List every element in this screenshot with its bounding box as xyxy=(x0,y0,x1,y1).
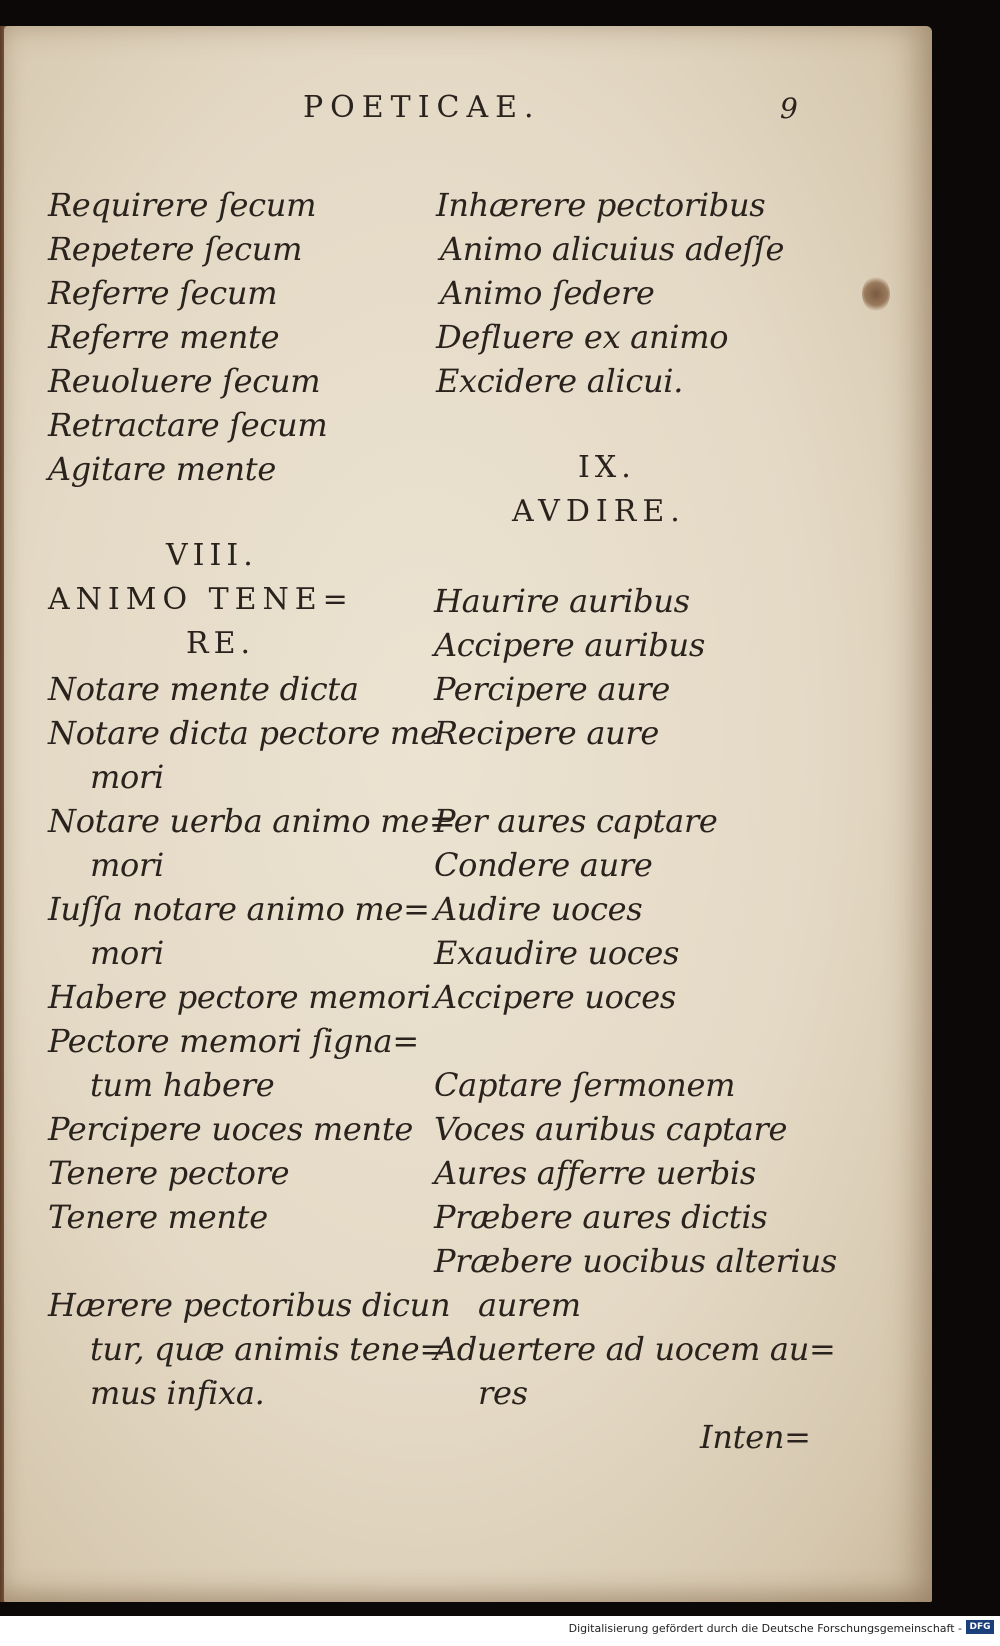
section-number: IX. xyxy=(578,450,636,485)
left-line: Repetere ſecum xyxy=(48,230,303,268)
right-line: Condere aure xyxy=(434,846,653,884)
right-line: Voces auribus captare xyxy=(434,1110,788,1148)
right-line: Exaudire uoces xyxy=(434,934,680,972)
section-title: AVDIRE. xyxy=(512,494,686,529)
left-line: Reuoluere ſecum xyxy=(48,362,321,400)
right-line: Captare ſermonem xyxy=(434,1066,736,1104)
left-line: Agitare mente xyxy=(48,450,276,488)
left-line: tur, quæ animis tene= xyxy=(90,1330,446,1368)
left-line: Tenere pectore xyxy=(48,1154,290,1192)
right-line: Animo alicuius adeſſe xyxy=(440,230,785,268)
left-line: Notare uerba animo me= xyxy=(48,802,456,840)
left-line: Referre ſecum xyxy=(48,274,278,312)
right-line: Animo ſedere xyxy=(440,274,655,312)
left-line: mus infixa. xyxy=(90,1374,265,1412)
left-line: tum habere xyxy=(90,1066,275,1104)
left-line: Habere pectore memori xyxy=(48,978,431,1016)
right-line: Audire uoces xyxy=(434,890,643,928)
right-line: Percipere aure xyxy=(434,670,671,708)
left-line: Notare dicta pectore me xyxy=(48,714,439,752)
left-line: mori xyxy=(90,846,164,884)
page-number: 9 xyxy=(780,92,798,125)
section-title-continued: RE. xyxy=(186,626,256,661)
right-line: Defluere ex animo xyxy=(436,318,729,356)
right-line: Excidere alicui. xyxy=(436,362,684,400)
left-line: Retractare ſecum xyxy=(48,406,328,444)
right-line: Accipere uoces xyxy=(434,978,676,1016)
left-line: Percipere uoces mente xyxy=(48,1110,414,1148)
left-line: mori xyxy=(90,934,164,972)
right-line: res xyxy=(478,1374,528,1412)
right-line: Præbere uocibus alterius xyxy=(434,1242,837,1280)
catchword: Inten= xyxy=(700,1418,811,1456)
right-line: Accipere auribus xyxy=(434,626,705,664)
right-line: Præbere aures dictis xyxy=(434,1198,768,1236)
section-title: ANIMO TENE= xyxy=(48,582,354,617)
right-line: Aduertere ad uocem au= xyxy=(434,1330,836,1368)
left-line: Pectore memori ſigna= xyxy=(48,1022,419,1060)
section-number: VIII. xyxy=(166,538,258,573)
left-line: Iuſſa notare animo me= xyxy=(48,890,430,928)
left-line: Requirere ſecum xyxy=(48,186,317,224)
running-title: POETICAE. xyxy=(303,90,541,125)
right-line: Inhærere pectoribus xyxy=(436,186,766,224)
right-line: Recipere aure xyxy=(434,714,660,752)
left-line: Tenere mente xyxy=(48,1198,268,1236)
digitization-footer xyxy=(0,1616,1000,1646)
dfg-logo: DFG xyxy=(966,1620,994,1634)
left-line: Hærere pectoribus dicun xyxy=(48,1286,451,1324)
footer-credit: Digitalisierung gefördert durch die Deutsche Forschungsgemeinschaft - xyxy=(568,1622,962,1635)
right-line: aurem xyxy=(478,1286,581,1324)
left-line: Notare mente dicta xyxy=(48,670,359,708)
page-stain xyxy=(862,276,890,312)
right-line: Aures afferre uerbis xyxy=(434,1154,756,1192)
right-line: Per aures captare xyxy=(434,802,718,840)
left-line: Referre mente xyxy=(48,318,280,356)
left-line: mori xyxy=(90,758,164,796)
right-line: Haurire auribus xyxy=(434,582,690,620)
